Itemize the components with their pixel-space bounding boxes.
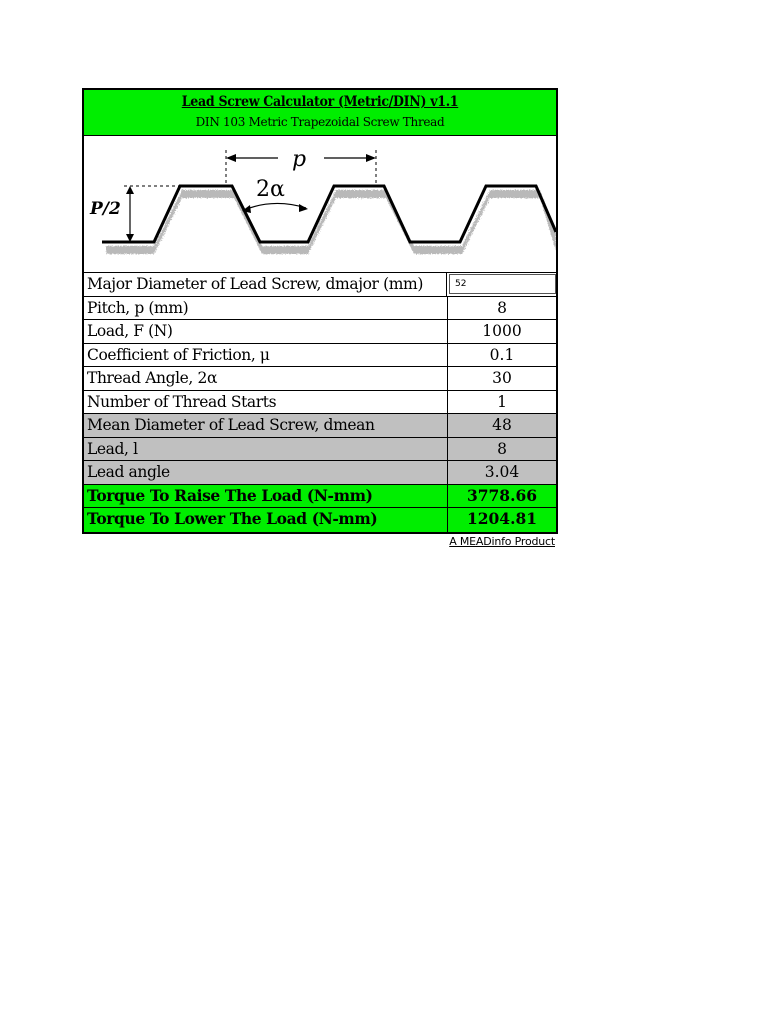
thread-angle-arrowhead-right — [299, 204, 308, 212]
thread-angle-label: 2α — [256, 177, 285, 202]
page-subtitle: DIN 103 Metric Trapezoidal Screw Thread — [195, 115, 445, 129]
thread-starts-value[interactable]: 1 — [497, 392, 507, 411]
title-banner — [84, 90, 556, 136]
table-row — [84, 297, 556, 321]
major-diameter-cell — [447, 273, 556, 296]
lower-torque-value: 1204.81 — [448, 508, 556, 532]
table-row — [84, 367, 556, 391]
pitch-label: p — [292, 147, 307, 172]
lead-label: Lead, l — [84, 438, 448, 461]
product-credit-link[interactable]: A MEADinfo Product — [449, 535, 555, 548]
lower-torque-label: Torque To Lower The Load (N-mm) — [84, 508, 448, 532]
lead-angle-value: 3.04 — [448, 461, 556, 484]
thread-profile-diagram — [84, 136, 556, 273]
lead-screw-calculator — [82, 88, 558, 534]
pitch-arrowhead-right — [366, 154, 376, 162]
table-row — [84, 414, 556, 438]
major-diameter-label: Major Diameter of Lead Screw, dmajor (mm) — [84, 273, 447, 296]
table-row — [84, 320, 556, 344]
friction-coefficient-label: Coefficient of Friction, μ — [84, 344, 448, 367]
pitch-arrowhead-left — [226, 154, 236, 162]
raise-torque-value: 3778.66 — [448, 485, 556, 508]
table-row — [84, 273, 556, 297]
major-diameter-input[interactable] — [449, 274, 556, 294]
load-label: Load, F (N) — [84, 320, 448, 343]
pitch-label: Pitch, p (mm) — [84, 297, 448, 320]
table-row — [84, 461, 556, 485]
lead-angle-label: Lead angle — [84, 461, 448, 484]
mean-diameter-label: Mean Diameter of Lead Screw, dmean — [84, 414, 448, 437]
table-row — [84, 485, 556, 509]
thread-angle-arc — [244, 203, 306, 210]
page-title: Lead Screw Calculator (Metric/DIN) v1.1 — [181, 94, 459, 110]
mean-diameter-value: 48 — [448, 414, 556, 437]
friction-coefficient-value[interactable]: 0.1 — [489, 345, 515, 364]
half-pitch-label: P/2 — [90, 199, 121, 219]
thread-angle-value[interactable]: 30 — [492, 369, 512, 387]
table-row — [84, 508, 556, 532]
table-row — [84, 391, 556, 415]
table-row — [84, 438, 556, 462]
lead-value: 8 — [448, 438, 556, 461]
pitch-value[interactable]: 8 — [497, 298, 507, 317]
raise-torque-label: Torque To Raise The Load (N-mm) — [84, 485, 448, 508]
thread-starts-label: Number of Thread Starts — [84, 391, 448, 414]
load-value[interactable]: 1000 — [482, 322, 522, 340]
half-pitch-arrowhead-up — [126, 186, 134, 194]
table-row — [84, 344, 556, 368]
thread-angle-row-label: Thread Angle, 2α — [84, 367, 448, 390]
